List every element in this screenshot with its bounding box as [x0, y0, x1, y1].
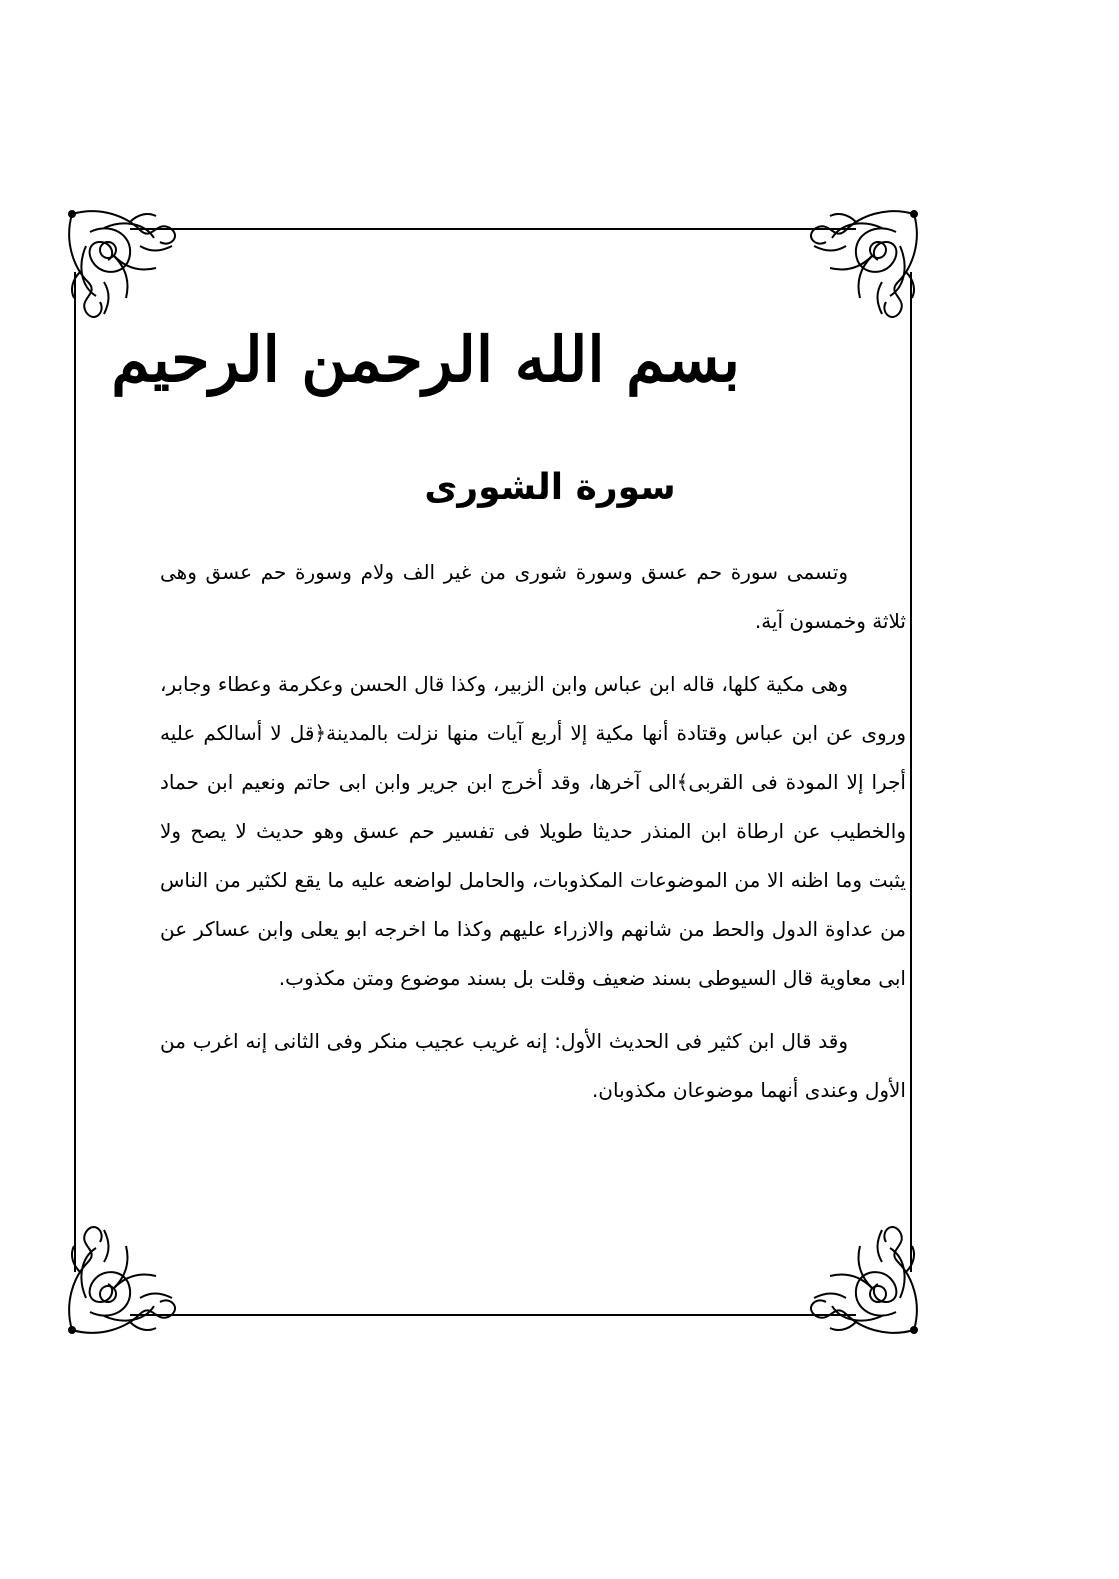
body-text	[160, 548, 906, 1129]
corner-ornament-top-right	[796, 202, 926, 332]
paragraph-1: وتسمى سورة حم عسق وسورة شورى من غير الف ولام وسورة حم عسق وهى ثلاثة وخمسون آية.	[160, 560, 906, 633]
surah-title: سورة الشورى	[424, 467, 676, 508]
paragraph-2: وهى مكية كلها، قاله ابن عباس وابن الزبير، وكذا قال الحسن وعكرمة وعطاء وجابر، وروى عن ابن عباس وقتادة أنها مكية إلا أربع آيات منها نزلت بالمدينة﴿قل لا أسالكم عليه أجرا إلا المودة فى القربى﴾الى آخرها، وقد أخرج ابن جرير وابن ابى حاتم ونعيم ابن حماد والخطيب عن ارطاة ابن المنذر حديثا طويلا فى تفسير حم عسق وهو حديث لا يصح ولا يثبت وما اظنه الا من الموضوعات المكذوبات، والحامل لواضعه عليه ما يقع لكثير من الناس من عداوة الدول والحط من شانهم والازراء عليهم وكذا ما اخرجه ابو يعلى وابن عساكر عن ابى معاوية قال السيوطى بسند ضعيف وقلت بل بسند موضوع ومتن مكذوب.	[160, 672, 906, 990]
frame-top-line	[130, 228, 856, 230]
basmala-calligraphy: بسم الله الرحمن الرحيم	[111, 323, 740, 396]
corner-ornament-bottom-right	[796, 1212, 926, 1342]
frame-bottom-line	[130, 1314, 856, 1316]
frame-right-line	[910, 272, 912, 1272]
paragraph-3: وقد قال ابن كثير فى الحديث الأول: إنه غريب عجيب منكر وفى الثانى إنه اغرب من الأول وعندى أنهما موضوعان مكذوبان.	[160, 1029, 906, 1102]
corner-ornament-bottom-left	[60, 1212, 190, 1342]
frame-left-line	[74, 272, 76, 1272]
